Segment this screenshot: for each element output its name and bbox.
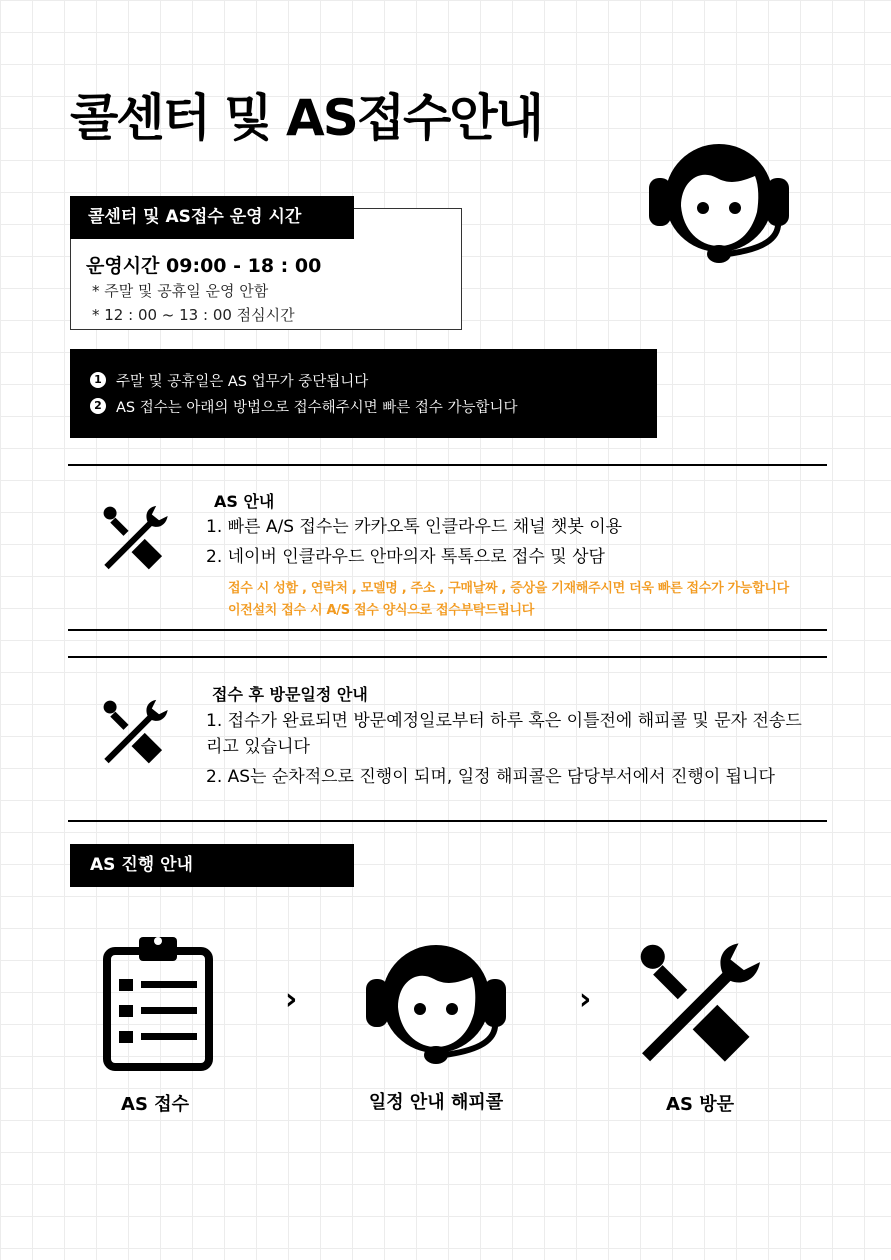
divider <box>68 629 827 631</box>
chevron-right-icon: › <box>285 982 298 1017</box>
notice-item <box>90 393 657 419</box>
step-label: AS 방문 <box>666 1094 734 1115</box>
notice-item <box>90 367 657 393</box>
number-badge: 1 <box>90 372 106 388</box>
tools-icon <box>100 503 172 575</box>
chevron-right-icon: › <box>579 982 592 1017</box>
list-item: 1. 빠른 A/S 접수는 카카오톡 인클라우드 채널 챗봇 이용 <box>206 517 623 537</box>
page-title: 콜센터 및 AS접수안내 <box>70 89 542 147</box>
notice-text: AS 접수는 아래의 방법으로 접수해주시면 빠른 접수 가능합니다 <box>116 399 518 416</box>
section-title: 접수 후 방문일정 안내 <box>212 685 368 704</box>
headset-agent-icon <box>362 930 510 1070</box>
headset-agent-icon <box>645 130 793 268</box>
tools-icon <box>634 938 768 1072</box>
note-text: 이전설치 접수 시 A/S 접수 양식으로 접수부탁드립니다 <box>228 603 535 618</box>
section-title: AS 안내 <box>214 492 275 511</box>
number-badge: 2 <box>90 398 106 414</box>
list-item: 2. 네이버 인클라우드 안마의자 톡톡으로 접수 및 상담 <box>206 547 605 567</box>
divider <box>68 656 827 658</box>
clipboard-icon <box>103 933 213 1071</box>
hours-note: * 12 : 00 ~ 13 : 00 점심시간 <box>92 306 295 324</box>
notice-text: 주말 및 공휴일은 AS 업무가 중단됩니다 <box>116 373 369 390</box>
hours-label: 콜센터 및 AS접수 운영 시간 <box>70 196 354 239</box>
hours-note: * 주말 및 공휴일 운영 안함 <box>92 282 269 300</box>
hours-main: 운영시간 09:00 - 18 : 00 <box>86 255 322 277</box>
step-label: AS 접수 <box>121 1094 189 1115</box>
list-item: 1. 접수가 완료되면 방문예정일로부터 하루 혹은 이틀전에 해피콜 및 문자 전송드리고 있습니다 <box>206 711 802 757</box>
notice-box <box>70 349 657 438</box>
note-text: 접수 시 성함 , 연락처 , 모델명 , 주소 , 구매날짜 , 증상을 기재해주시면 더욱 빠른 접수가 가능합니다 <box>228 581 789 596</box>
divider <box>68 464 827 466</box>
divider <box>68 820 827 822</box>
step-label: 일정 안내 해피콜 <box>368 1092 504 1113</box>
progress-label: AS 진행 안내 <box>70 844 354 887</box>
tools-icon <box>100 697 172 769</box>
list-item: 2. AS는 순차적으로 진행이 되며, 일정 해피콜은 담당부서에서 진행이 됩니다 <box>206 767 775 787</box>
